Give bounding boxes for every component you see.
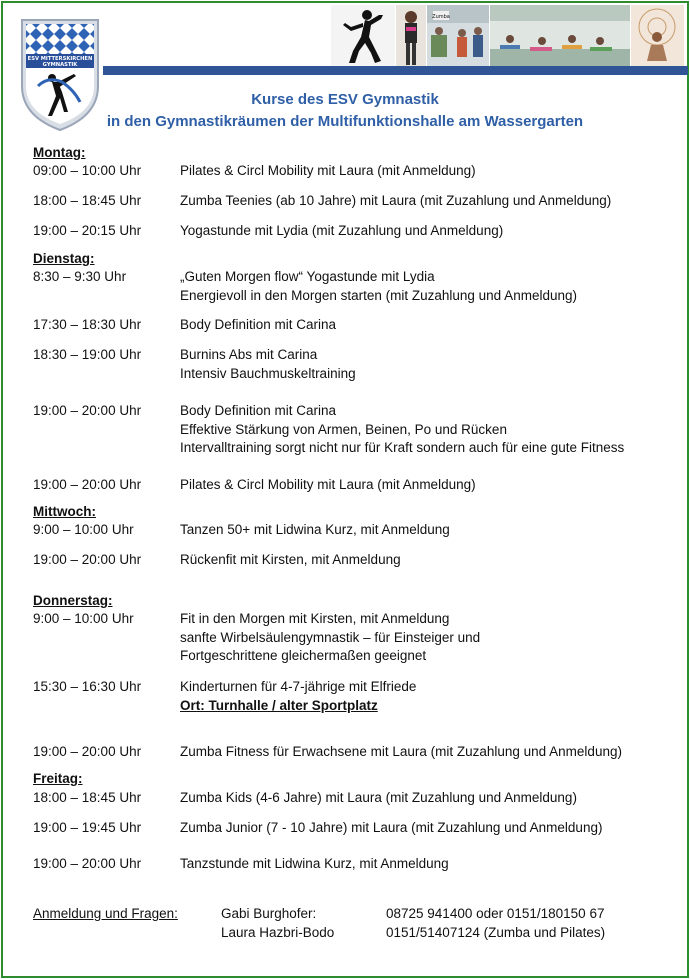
- course-line: Zumba Teenies (ab 10 Jahre) mit Laura (mit Zuzahlung und Anmeldung): [180, 193, 612, 208]
- time-slot: 9:00 – 10:00 Uhr: [33, 522, 134, 537]
- course-line: Pilates & Circl Mobility mit Laura (mit Anmeldung): [180, 163, 476, 178]
- header-photo-strip: [331, 5, 684, 67]
- course-line: Intervalltraining sorgt nicht nur für Kraft sondern auch für eine gute Fitness: [180, 440, 625, 455]
- course-line: Kinderturnen für 4-7-jährige mit Elfriede: [180, 679, 417, 694]
- dancer-silhouette-image: [331, 5, 395, 67]
- course-line: Fit in den Morgen mit Kirsten, mit Anmeldung: [180, 611, 450, 626]
- contact-phone: 08725 941400 oder 0151/180150 67: [386, 906, 605, 921]
- course-description: [180, 222, 503, 241]
- course-description: [180, 743, 622, 762]
- time-slot: 09:00 – 10:00 Uhr: [33, 163, 142, 178]
- time-slot: 19:00 – 20:00 Uhr: [33, 856, 142, 871]
- course-description: [180, 610, 480, 666]
- course-line: Tanzstunde mit Lidwina Kurz, mit Anmeldung: [180, 856, 449, 871]
- course-line: Body Definition mit Carina: [180, 317, 337, 332]
- contact-name: Laura Hazbri-Bodo: [221, 925, 335, 940]
- course-description: [180, 402, 624, 458]
- course-line: Energievoll in den Morgen starten (mit Zuzahlung und Anmeldung): [180, 287, 577, 303]
- course-description: [180, 476, 476, 495]
- time-slot: 18:00 – 18:45 Uhr: [33, 790, 142, 805]
- course-description: [180, 162, 476, 181]
- course-description: [180, 855, 449, 874]
- course-description: [180, 551, 401, 570]
- day-heading-friday: Freitag:: [33, 771, 83, 786]
- yoga-hall-image: [490, 5, 630, 67]
- course-line: Effektive Stärkung von Armen, Beinen, Po und Rücken: [180, 421, 507, 437]
- day-heading-tuesday: Dienstag:: [33, 251, 95, 266]
- day-heading-monday: Montag:: [33, 145, 86, 160]
- course-description: [180, 678, 416, 715]
- course-description: [180, 316, 336, 335]
- course-line: Intensiv Bauchmuskeltraining: [180, 365, 356, 381]
- time-slot: 19:00 – 20:00 Uhr: [33, 744, 142, 759]
- course-line: Body Definition mit Carina: [180, 403, 337, 418]
- time-slot: 19:00 – 20:00 Uhr: [33, 477, 142, 492]
- header-banner-bar: [103, 66, 688, 75]
- club-name-line2: GYMNASTIK: [42, 62, 78, 68]
- course-location: Ort: Turnhalle / alter Sportplatz: [180, 697, 378, 713]
- time-slot: 17:30 – 18:30 Uhr: [33, 317, 142, 332]
- time-slot: 19:00 – 20:00 Uhr: [33, 403, 142, 418]
- zumba-instructor-image: [396, 5, 426, 67]
- time-slot: 19:00 – 20:00 Uhr: [33, 552, 142, 567]
- course-line: Pilates & Circl Mobility mit Laura (mit Anmeldung): [180, 477, 476, 492]
- gym-class-image: [427, 5, 489, 67]
- time-slot: 19:00 – 19:45 Uhr: [33, 820, 142, 835]
- time-slot: 18:00 – 18:45 Uhr: [33, 193, 142, 208]
- course-description: [180, 268, 577, 305]
- course-line: „Guten Morgen flow“ Yogastunde mit Lydia: [180, 269, 435, 284]
- course-description: [180, 521, 450, 540]
- course-description: [180, 346, 356, 383]
- course-line: Zumba Kids (4-6 Jahre) mit Laura (mit Zuzahlung und Anmeldung): [180, 790, 577, 805]
- day-heading-wednesday: Mittwoch:: [33, 504, 96, 519]
- course-line: Zumba Fitness für Erwachsene mit Laura (mit Zuzahlung und Anmeldung): [180, 744, 622, 759]
- course-description: [180, 819, 602, 838]
- course-line: Fortgeschrittene gleichermaßen geeignet: [180, 648, 427, 663]
- club-name-line1: ESV MITTERSKIRCHEN: [27, 56, 93, 62]
- page-subtitle: in den Gymnastikräumen der Multifunktionshalle am Wassergarten: [106, 113, 584, 130]
- time-slot: 8:30 – 9:30 Uhr: [33, 269, 127, 284]
- time-slot: 9:00 – 10:00 Uhr: [33, 611, 134, 626]
- page-title: Kurse des ESV Gymnastik: [251, 91, 439, 108]
- course-line: Yogastunde mit Lydia (mit Zuzahlung und Anmeldung): [180, 223, 504, 238]
- course-line: Rückenfit mit Kirsten, mit Anmeldung: [180, 552, 401, 567]
- contact-label: Anmeldung und Fragen:: [33, 906, 178, 921]
- contact-phone: 0151/51407124 (Zumba und Pilates): [386, 925, 606, 940]
- meditation-image: [631, 5, 684, 67]
- course-description: [180, 192, 611, 211]
- zumba-sticker-text: Zumba: [432, 14, 450, 20]
- course-line: Burnins Abs mit Carina: [180, 347, 318, 362]
- course-line: Zumba Junior (7 - 10 Jahre) mit Laura (mit Zuzahlung und Anmeldung): [180, 820, 603, 835]
- contact-name: Gabi Burghofer:: [221, 906, 317, 921]
- course-line: Tanzen 50+ mit Lidwina Kurz, mit Anmeldung: [180, 522, 450, 537]
- day-heading-thursday: Donnerstag:: [33, 593, 113, 608]
- time-slot: 15:30 – 16:30 Uhr: [33, 679, 142, 694]
- course-description: [180, 789, 577, 808]
- time-slot: 19:00 – 20:15 Uhr: [33, 223, 142, 238]
- course-line: sanfte Wirbelsäulengymnastik – für Einsteiger und: [180, 629, 481, 645]
- time-slot: 18:30 – 19:00 Uhr: [33, 347, 142, 362]
